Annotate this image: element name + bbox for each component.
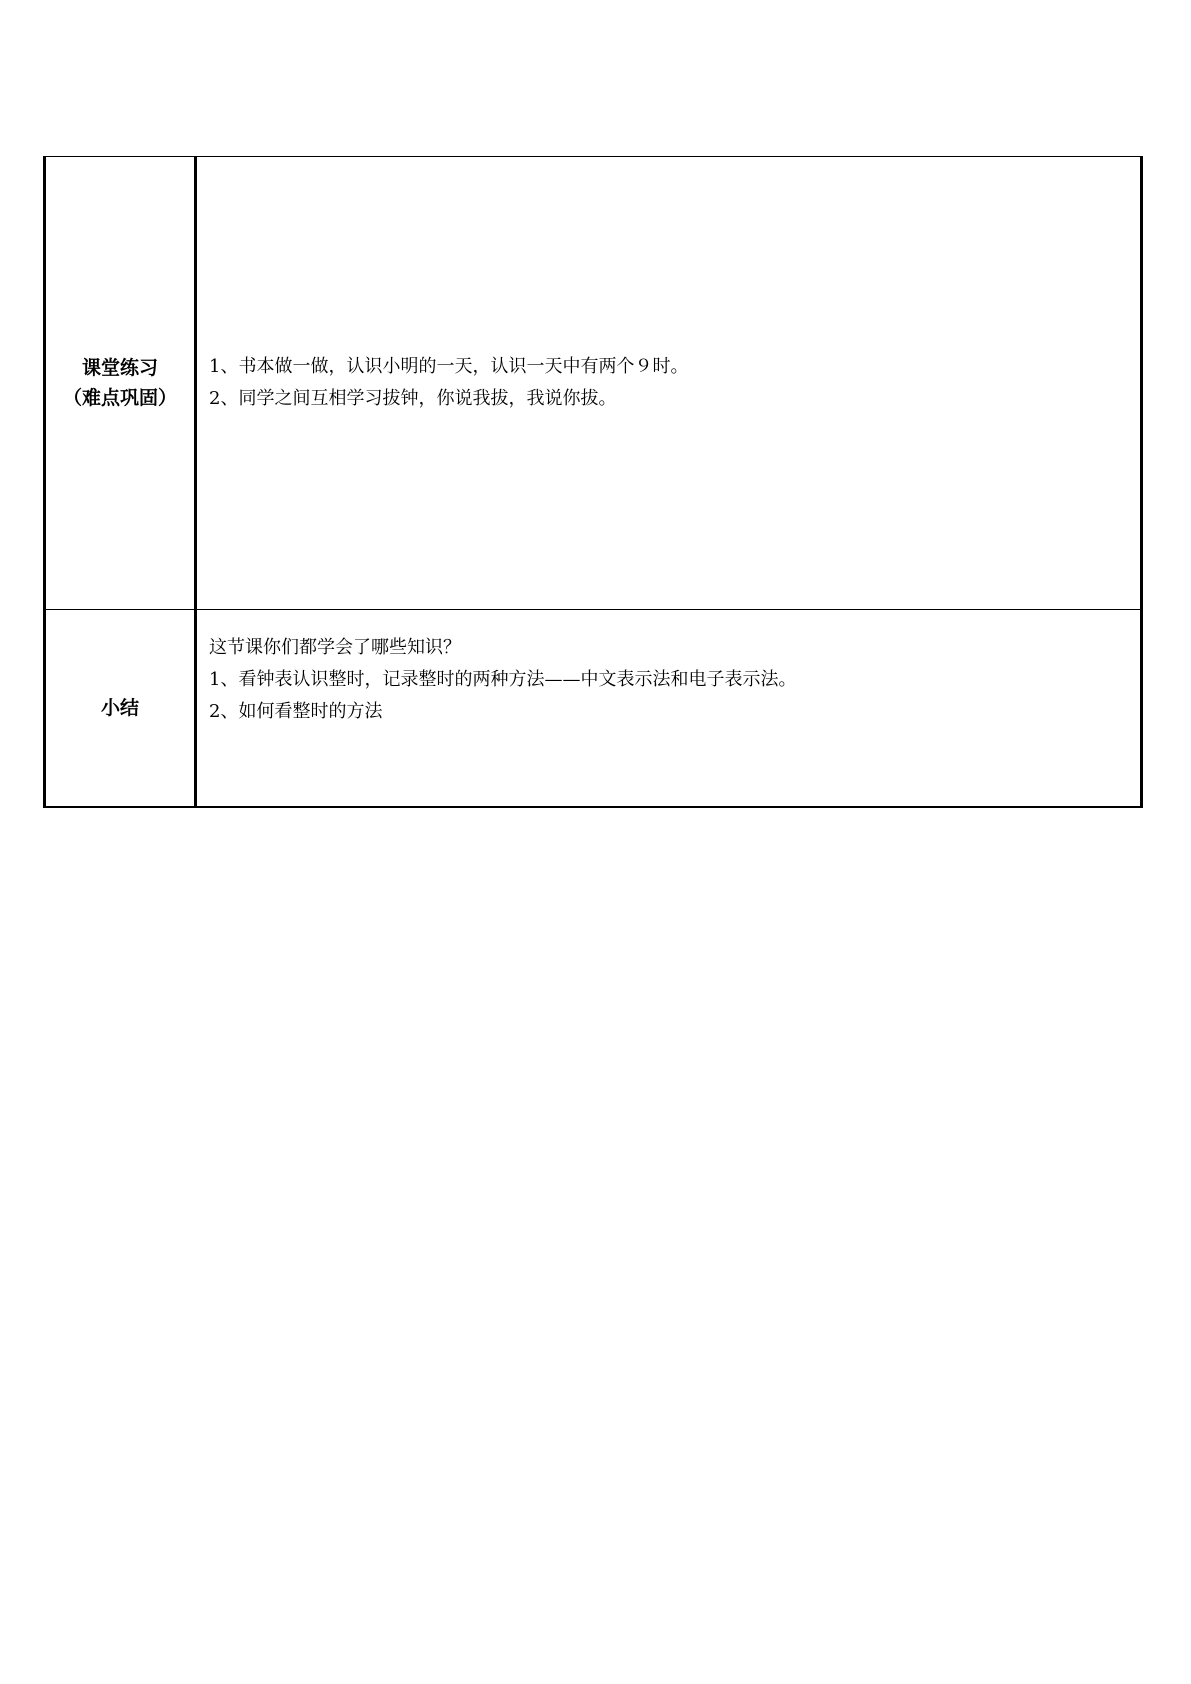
summary-label-cell [45,610,196,808]
summary-lines [209,610,1140,728]
summary-row [45,610,1142,808]
summary-question: 这节课你们都学会了哪些知识？ [209,637,461,658]
practice-content-cell [196,157,1142,610]
summary-label: 小结 [100,697,139,719]
practice-item-2: 2、同学之间互相学习拔钟，你说我拔，我说你拔。 [209,388,617,409]
lesson-table [43,156,1143,808]
practice-item-1: 1、书本做一做，认识小明的一天，认识一天中有两个９时。 [209,356,689,377]
practice-label-cell [45,157,196,610]
practice-row [45,157,1142,610]
summary-item-2: 2、如何看整时的方法 [209,701,383,722]
practice-sublabel: （难点巩固） [62,387,177,409]
practice-label: 课堂练习 [81,357,158,379]
summary-item-1: 1、看钟表认识整时，记录整时的两种方法——中文表示法和电子表示法。 [209,669,797,690]
summary-content-cell [196,610,1142,808]
